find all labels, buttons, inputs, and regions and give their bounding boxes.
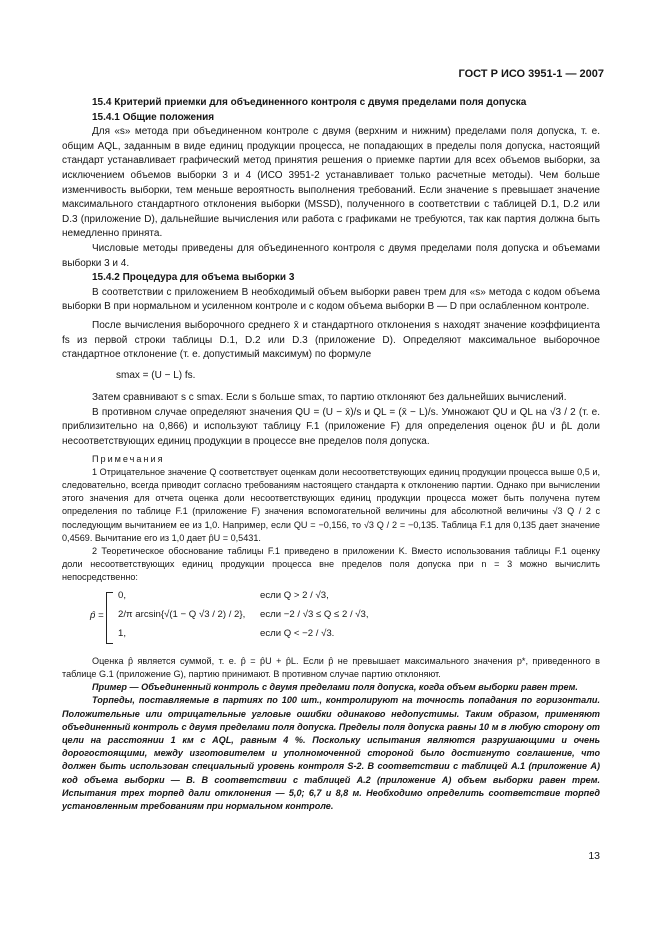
piecewise-brace [106, 592, 113, 644]
example-body: Торпеды, поставляемые в партиях по 100 шт., контролируют на точность попадания по горизонтали. Положительные или отрицательные угловые ошибки одинаково недопустимы. Таким образом, применяют объединенный контроль с двумя пределами поля допуска. Пределы поля допуска равны 10 м в любую сторону от цели на расстоянии 1 км с AQL, равным 4 %. Поскольку испытания являются разрушающими и очень дорогостоящими, между изготовителем и уполномоченной стороной было достигнуто соглашение, что должен быть использован специальный уровень контроля S-2. В соответствии с таблицей А.1 (приложение А) код объема выборки — В. В соответствии с таблицей А.2 (приложение А) объем выборки равен трем. Испытания трех торпед дали отклонения — 5,0; 6,7 и 8,8 м. Необходимо определить соответствие торпед установленным требованиям при нормальном контроле. [62, 695, 600, 811]
piecewise-cond-2: если −2 / √3 ≤ Q ≤ 2 / √3, [260, 608, 369, 620]
piecewise-formula [62, 589, 600, 647]
notes-title: Примечания [92, 453, 165, 464]
piecewise-expr-1: 0, [118, 589, 127, 601]
paragraph-numeric-methods: Числовые методы приведены для объединенного контроля с двумя пределами поля допуска и объемами выборки 3 и 4. [62, 242, 600, 269]
paragraph-qu-ql: В противном случае определяют значения QU = (U − x̄)/s и QL = (x̄ − L)/s. Умножают QU и QL на √3 / 2 (т. е. приблизительно на 0,866) и используют таблицу F.1 (приложение F) для определения оценок p̂U и p̂L доли несоответствующих единиц продукции в процессе вне пределов поля допуска. [62, 406, 600, 448]
formula-smax: smax = (U − L) fs. [116, 369, 196, 381]
page-number: 13 [588, 850, 600, 862]
piecewise-cond-1: если Q > 2 / √3, [260, 589, 329, 601]
paragraph-general: Для «s» метода при объединенном контроле с двумя (верхним и нижним) пределами поля допуска, т. е. общим AQL, заданным в виде единиц продукции процесса, не попадающих в пределы поля допуска, настоящий стандарт устанавливает графический метод принятия решения о приемке партии для всех объемов выборки, за исключением объемов выборки 3 и 4 (ИСО 3951-2 устанавливает только расчетные методы). Чем больше изменчивость выборки, тем меньше вероятность выполнения требований. Если значение s превышает значение максимального стандартного отклонения выборки (MSSD), полученного в соответствии с таблицей D.1, D.2 или D.3 (приложение D), дальнейшие вычисления или работа с графиками не требуются, так как партия должна быть немедленно принята. [62, 126, 600, 240]
subsection-title-general: 15.4.1 Общие положения [92, 111, 215, 123]
notes-block [62, 453, 600, 813]
standard-header: ГОСТ Р ИСО 3951-1 — 2007 [458, 68, 604, 80]
section-title: 15.4 Критерий приемки для объединенного контроля с двумя пределами поля допуска [92, 97, 527, 108]
paragraph-sample-size: В соответствии с приложением В необходимый объем выборки равен трем для «s» метода с кодом объема выборки В при нормальном и усиленном контроле и с кодом объема выборки В — D при ослабленном контроле. [62, 286, 600, 313]
note-1: 1 Отрицательное значение Q соответствует оценкам доли несоответствующих единиц продукции процесса выше 0,5 и, следовательно, всегда приводит согласно требованиям настоящего стандарта к отклонению партии. Однако при вычислении этого значения для отчета оценка доли несоответствующих единиц продукции процесса может быть получена путем определения по таблице F.1 (приложение F) значения вспомогательной величины для абсолютной величины √3 Q / 2 с последующим вычитанием ее из 1,0. Например, если QU = −0,156, то √3 Q / 2 = −0,135. Таблица F.1 для 0,135 дает значение 0,4569. Вычитание его из 1,0 дает p̂U = 0,5431. [62, 466, 600, 543]
paragraph-compare: Затем сравнивают s с smax. Если s больше smax, то партию отклоняют без дальнейших вычислений. [92, 392, 567, 404]
example-title: Пример — Объединенный контроль с двумя пределами поля допуска, когда объем выборки равен трем. [92, 682, 578, 693]
main-text [62, 96, 600, 813]
paragraph-estimate-sum: Оценка p̂ является суммой, т. е. p̂ = p̂U + p̂L. Если p̂ не превышает максимального значения p*, приведенного в таблице G.1 (приложение G), партию принимают. В противном случае партию отклоняют. [62, 655, 600, 679]
note-2: 2 Теоретическое обоснование таблицы F.1 приведено в приложении K. Вместо использования таблицы F.1 оценку доли несоответствующих единиц продукции процесса вне пределов поля допуска при n = 3 можно вычислить непосредственно: [62, 546, 600, 583]
piecewise-cond-3: если Q < −2 / √3. [260, 627, 335, 639]
piecewise-expr-2: 2/π arcsin{√(1 − Q √3 / 2) / 2}, [118, 608, 246, 620]
subsection-title-sample-3: 15.4.2 Процедура для объема выборки 3 [92, 272, 295, 284]
piecewise-expr-3: 1, [118, 627, 127, 639]
piecewise-lhs: p̂ = [90, 609, 104, 621]
paragraph-compute-mean: После вычисления выборочного среднего x̄ и стандартного отклонения s находят значение коэффициента fs из первой строки таблицы D.1, D.2 или D.3 (приложение D). Определяют максимальное выборочное стандартное отклонение (т. е. допустимый максимум) по формуле [62, 319, 600, 361]
